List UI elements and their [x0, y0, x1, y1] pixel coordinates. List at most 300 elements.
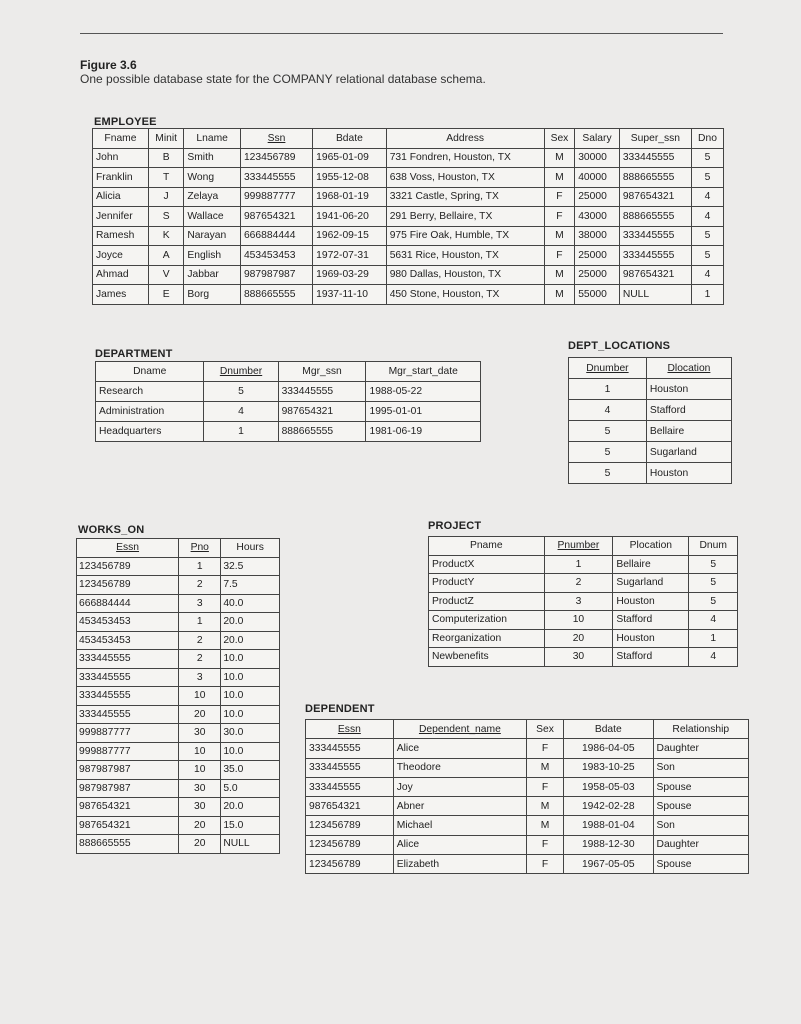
- table-cell: 10.0: [221, 742, 280, 761]
- table-cell: 38000: [575, 226, 620, 246]
- table-cell: 5: [689, 574, 738, 593]
- table-cell: E: [148, 285, 183, 305]
- column-header: Ssn: [240, 129, 312, 149]
- table-cell: 10.0: [221, 668, 280, 687]
- table-cell: 1937-11-10: [313, 285, 387, 305]
- table-cell: K: [148, 226, 183, 246]
- table-cell: 888665555: [619, 168, 691, 188]
- table-cell: John: [93, 148, 149, 168]
- table-row: [93, 285, 724, 305]
- table-cell: 123456789: [306, 835, 394, 854]
- table-cell: 888665555: [619, 207, 691, 227]
- table-cell: 1988-05-22: [366, 382, 481, 402]
- table-cell: 123456789: [240, 148, 312, 168]
- table-cell: 123456789: [77, 576, 179, 595]
- table-cell: 1965-01-09: [313, 148, 387, 168]
- table-cell: Spouse: [653, 855, 748, 874]
- table-cell: 453453453: [77, 631, 179, 650]
- table-cell: 987654321: [77, 798, 179, 817]
- table-cell: M: [544, 168, 575, 188]
- table-row: [429, 648, 738, 667]
- column-header: Dnumber: [204, 362, 278, 382]
- table-cell: 10: [179, 687, 221, 706]
- table-cell: 1969-03-29: [313, 265, 387, 285]
- table-cell: 30: [179, 798, 221, 817]
- table-cell: ProductZ: [429, 592, 545, 611]
- table-cell: Joyce: [93, 246, 149, 266]
- table-cell: 20.0: [221, 798, 280, 817]
- table-cell: Elizabeth: [393, 855, 526, 874]
- table-cell: 5: [569, 421, 647, 442]
- table-cell: Stafford: [646, 400, 731, 421]
- table-cell: Jennifer: [93, 207, 149, 227]
- project-label: PROJECT: [428, 520, 482, 532]
- table-cell: 4: [691, 207, 723, 227]
- dept-locations-label: DEPT_LOCATIONS: [568, 340, 671, 352]
- table-cell: 3: [179, 668, 221, 687]
- table-cell: NULL: [221, 835, 280, 854]
- table-row: [569, 379, 732, 400]
- column-header: Dlocation: [646, 358, 731, 379]
- table-cell: 5: [569, 463, 647, 484]
- column-header: Essn: [306, 720, 394, 739]
- works-on-table: [76, 538, 280, 854]
- table-cell: 987987987: [77, 779, 179, 798]
- table-cell: Headquarters: [96, 422, 204, 442]
- table-cell: Spouse: [653, 777, 748, 796]
- table-row: [77, 613, 280, 632]
- table-cell: 731 Fondren, Houston, TX: [386, 148, 544, 168]
- table-cell: 4: [689, 648, 738, 667]
- table-cell: 987987987: [240, 265, 312, 285]
- table-cell: 987654321: [619, 265, 691, 285]
- table-cell: 1: [691, 285, 723, 305]
- table-cell: 987987987: [77, 761, 179, 780]
- table-cell: 1981-06-19: [366, 422, 481, 442]
- table-row: [77, 631, 280, 650]
- table-row: [77, 835, 280, 854]
- column-header: Bdate: [313, 129, 387, 149]
- table-row: [77, 724, 280, 743]
- table-cell: 1972-07-31: [313, 246, 387, 266]
- table-cell: 10: [179, 742, 221, 761]
- table-cell: 30000: [575, 148, 620, 168]
- table-cell: 4: [691, 265, 723, 285]
- table-cell: 5: [569, 442, 647, 463]
- table-cell: S: [148, 207, 183, 227]
- table-row: [93, 265, 724, 285]
- table-row: [306, 797, 749, 816]
- table-row: [569, 442, 732, 463]
- header-row: [77, 539, 280, 558]
- header-row: [96, 362, 481, 382]
- table-cell: 30: [544, 648, 613, 667]
- table-cell: 20.0: [221, 613, 280, 632]
- table-cell: 333445555: [278, 382, 366, 402]
- table-row: [306, 739, 749, 758]
- table-cell: 10: [179, 761, 221, 780]
- table-cell: 10.0: [221, 705, 280, 724]
- table-cell: NULL: [619, 285, 691, 305]
- table-cell: 1955-12-08: [313, 168, 387, 188]
- table-cell: Theodore: [393, 758, 526, 777]
- top-rule: [80, 33, 723, 34]
- table-cell: Franklin: [93, 168, 149, 188]
- table-cell: Bellaire: [613, 555, 689, 574]
- table-cell: English: [184, 246, 241, 266]
- table-cell: 975 Fire Oak, Humble, TX: [386, 226, 544, 246]
- table-row: [96, 422, 481, 442]
- table-cell: 1988-01-04: [564, 816, 653, 835]
- table-row: [569, 421, 732, 442]
- table-cell: Spouse: [653, 797, 748, 816]
- table-cell: 3: [544, 592, 613, 611]
- table-cell: M: [526, 758, 563, 777]
- column-header: Mgr_start_date: [366, 362, 481, 382]
- table-cell: 1: [179, 613, 221, 632]
- employee-label: EMPLOYEE: [94, 116, 157, 128]
- table-cell: 5.0: [221, 779, 280, 798]
- table-cell: 333445555: [306, 777, 394, 796]
- table-cell: 4: [204, 402, 278, 422]
- table-cell: 55000: [575, 285, 620, 305]
- table-cell: 999887777: [77, 742, 179, 761]
- table-row: [77, 557, 280, 576]
- table-cell: F: [526, 855, 563, 874]
- table-cell: 4: [569, 400, 647, 421]
- table-cell: 1958-05-03: [564, 777, 653, 796]
- table-row: [93, 148, 724, 168]
- table-cell: Ahmad: [93, 265, 149, 285]
- table-row: [429, 555, 738, 574]
- table-row: [569, 400, 732, 421]
- column-header: Dno: [691, 129, 723, 149]
- table-cell: Joy: [393, 777, 526, 796]
- table-cell: Michael: [393, 816, 526, 835]
- table-cell: B: [148, 148, 183, 168]
- table-cell: 10.0: [221, 650, 280, 669]
- table-cell: 123456789: [306, 816, 394, 835]
- table-cell: 20: [179, 835, 221, 854]
- table-cell: 30: [179, 724, 221, 743]
- column-header: Dnum: [689, 537, 738, 556]
- table-cell: 999887777: [240, 187, 312, 207]
- column-header: Salary: [575, 129, 620, 149]
- column-header: Pno: [179, 539, 221, 558]
- table-cell: 1941-06-20: [313, 207, 387, 227]
- table-cell: 666884444: [77, 594, 179, 613]
- column-header: Pnumber: [544, 537, 613, 556]
- table-row: [429, 611, 738, 630]
- table-cell: 980 Dallas, Houston, TX: [386, 265, 544, 285]
- table-cell: 4: [689, 611, 738, 630]
- header-row: [93, 129, 724, 149]
- header-row: [569, 358, 732, 379]
- table-row: [96, 402, 481, 422]
- table-cell: Research: [96, 382, 204, 402]
- table-cell: ProductX: [429, 555, 545, 574]
- table-cell: 333445555: [619, 226, 691, 246]
- table-cell: J: [148, 187, 183, 207]
- table-cell: 20: [179, 816, 221, 835]
- table-cell: Daughter: [653, 739, 748, 758]
- table-cell: 999887777: [77, 724, 179, 743]
- table-row: [306, 758, 749, 777]
- table-cell: Son: [653, 816, 748, 835]
- column-header: Sex: [526, 720, 563, 739]
- table-row: [96, 382, 481, 402]
- column-header: Lname: [184, 129, 241, 149]
- table-cell: 20: [544, 629, 613, 648]
- column-header: Sex: [544, 129, 575, 149]
- table-cell: M: [544, 265, 575, 285]
- table-cell: 453453453: [240, 246, 312, 266]
- table-cell: Alice: [393, 835, 526, 854]
- table-row: [306, 777, 749, 796]
- table-cell: 40000: [575, 168, 620, 188]
- table-cell: 453453453: [77, 613, 179, 632]
- table-cell: Stafford: [613, 611, 689, 630]
- column-header: Bdate: [564, 720, 653, 739]
- column-header: Hours: [221, 539, 280, 558]
- table-cell: Zelaya: [184, 187, 241, 207]
- table-cell: 32.5: [221, 557, 280, 576]
- table-cell: Stafford: [613, 648, 689, 667]
- table-cell: 2: [179, 650, 221, 669]
- table-cell: Sugarland: [646, 442, 731, 463]
- table-row: [306, 835, 749, 854]
- table-cell: 25000: [575, 265, 620, 285]
- table-cell: 2: [179, 576, 221, 595]
- table-cell: 25000: [575, 246, 620, 266]
- department-label: DEPARTMENT: [95, 348, 173, 360]
- table-cell: 7.5: [221, 576, 280, 595]
- table-cell: Narayan: [184, 226, 241, 246]
- table-cell: 333445555: [77, 705, 179, 724]
- table-cell: 987654321: [306, 797, 394, 816]
- table-cell: 2: [544, 574, 613, 593]
- table-cell: ProductY: [429, 574, 545, 593]
- column-header: Mgr_ssn: [278, 362, 366, 382]
- table-cell: 888665555: [278, 422, 366, 442]
- table-cell: 333445555: [240, 168, 312, 188]
- table-cell: Abner: [393, 797, 526, 816]
- table-cell: 888665555: [77, 835, 179, 854]
- table-row: [93, 187, 724, 207]
- table-row: [93, 168, 724, 188]
- table-cell: M: [544, 226, 575, 246]
- table-cell: 1988-12-30: [564, 835, 653, 854]
- header-row: [429, 537, 738, 556]
- table-cell: F: [544, 207, 575, 227]
- table-cell: 638 Voss, Houston, TX: [386, 168, 544, 188]
- table-cell: 987654321: [619, 187, 691, 207]
- table-cell: Wallace: [184, 207, 241, 227]
- table-cell: 10: [544, 611, 613, 630]
- table-cell: F: [526, 835, 563, 854]
- table-cell: 333445555: [77, 650, 179, 669]
- table-cell: 5: [691, 148, 723, 168]
- table-cell: 333445555: [619, 148, 691, 168]
- table-cell: 333445555: [77, 687, 179, 706]
- column-header: Fname: [93, 129, 149, 149]
- table-cell: Reorganization: [429, 629, 545, 648]
- table-cell: Alicia: [93, 187, 149, 207]
- table-row: [77, 650, 280, 669]
- table-cell: 1: [544, 555, 613, 574]
- project-table: [428, 536, 738, 667]
- table-cell: 40.0: [221, 594, 280, 613]
- table-cell: 123456789: [77, 557, 179, 576]
- table-cell: Computerization: [429, 611, 545, 630]
- column-header: Address: [386, 129, 544, 149]
- table-cell: F: [544, 246, 575, 266]
- table-cell: 333445555: [306, 758, 394, 777]
- table-cell: Alice: [393, 739, 526, 758]
- table-cell: 333445555: [306, 739, 394, 758]
- table-cell: Houston: [646, 379, 731, 400]
- table-cell: 888665555: [240, 285, 312, 305]
- table-cell: James: [93, 285, 149, 305]
- table-cell: 43000: [575, 207, 620, 227]
- table-row: [93, 246, 724, 266]
- table-row: [93, 207, 724, 227]
- table-row: [77, 576, 280, 595]
- table-cell: Daughter: [653, 835, 748, 854]
- table-cell: Houston: [613, 629, 689, 648]
- column-header: Dname: [96, 362, 204, 382]
- dept-locations-table: [568, 357, 732, 484]
- department-table: [95, 361, 481, 442]
- table-cell: 20.0: [221, 631, 280, 650]
- table-cell: 1: [179, 557, 221, 576]
- table-cell: 1995-01-01: [366, 402, 481, 422]
- column-header: Dnumber: [569, 358, 647, 379]
- table-cell: F: [544, 187, 575, 207]
- table-cell: M: [526, 797, 563, 816]
- column-header: Plocation: [613, 537, 689, 556]
- table-cell: 20: [179, 705, 221, 724]
- table-cell: M: [526, 816, 563, 835]
- table-cell: 123456789: [306, 855, 394, 874]
- table-cell: 1986-04-05: [564, 739, 653, 758]
- table-row: [77, 594, 280, 613]
- header-row: [306, 720, 749, 739]
- table-cell: T: [148, 168, 183, 188]
- table-cell: F: [526, 739, 563, 758]
- table-cell: 30: [179, 779, 221, 798]
- table-cell: M: [544, 285, 575, 305]
- table-cell: 987654321: [240, 207, 312, 227]
- figure-title: Figure 3.6: [80, 58, 137, 72]
- table-cell: V: [148, 265, 183, 285]
- works-on-label: WORKS_ON: [78, 524, 145, 536]
- column-header: Pname: [429, 537, 545, 556]
- table-cell: 987654321: [77, 816, 179, 835]
- column-header: Essn: [77, 539, 179, 558]
- table-row: [306, 816, 749, 835]
- table-cell: Administration: [96, 402, 204, 422]
- table-cell: Bellaire: [646, 421, 731, 442]
- table-cell: 1: [204, 422, 278, 442]
- table-cell: M: [544, 148, 575, 168]
- table-cell: 5631 Rice, Houston, TX: [386, 246, 544, 266]
- table-row: [77, 761, 280, 780]
- table-cell: 1967-05-05: [564, 855, 653, 874]
- table-cell: Houston: [613, 592, 689, 611]
- table-row: [77, 668, 280, 687]
- table-row: [77, 705, 280, 724]
- table-row: [429, 592, 738, 611]
- table-cell: 35.0: [221, 761, 280, 780]
- table-cell: Ramesh: [93, 226, 149, 246]
- table-cell: 15.0: [221, 816, 280, 835]
- table-cell: 333445555: [619, 246, 691, 266]
- table-cell: 1: [569, 379, 647, 400]
- table-cell: 5: [691, 168, 723, 188]
- column-header: Minit: [148, 129, 183, 149]
- table-cell: 10.0: [221, 687, 280, 706]
- table-cell: 2: [179, 631, 221, 650]
- table-cell: 1: [689, 629, 738, 648]
- table-cell: Son: [653, 758, 748, 777]
- table-cell: 1968-01-19: [313, 187, 387, 207]
- table-row: [306, 855, 749, 874]
- table-cell: Houston: [646, 463, 731, 484]
- table-row: [569, 463, 732, 484]
- table-cell: F: [526, 777, 563, 796]
- table-cell: 3: [179, 594, 221, 613]
- column-header: Relationship: [653, 720, 748, 739]
- table-cell: 666884444: [240, 226, 312, 246]
- table-cell: 5: [689, 592, 738, 611]
- employee-table: [92, 128, 724, 305]
- table-row: [77, 742, 280, 761]
- table-cell: 3321 Castle, Spring, TX: [386, 187, 544, 207]
- table-cell: 25000: [575, 187, 620, 207]
- table-cell: 5: [689, 555, 738, 574]
- table-cell: 5: [204, 382, 278, 402]
- table-cell: 1962-09-15: [313, 226, 387, 246]
- table-row: [93, 226, 724, 246]
- table-cell: 333445555: [77, 668, 179, 687]
- column-header: Super_ssn: [619, 129, 691, 149]
- table-row: [77, 779, 280, 798]
- table-cell: 291 Berry, Bellaire, TX: [386, 207, 544, 227]
- table-cell: 987654321: [278, 402, 366, 422]
- figure-subtitle: One possible database state for the COMPANY relational database schema.: [80, 72, 486, 86]
- table-cell: A: [148, 246, 183, 266]
- table-cell: 30.0: [221, 724, 280, 743]
- table-cell: Smith: [184, 148, 241, 168]
- table-cell: Wong: [184, 168, 241, 188]
- table-row: [77, 798, 280, 817]
- dependent-table: [305, 719, 749, 874]
- table-row: [429, 629, 738, 648]
- table-cell: Jabbar: [184, 265, 241, 285]
- table-cell: 5: [691, 246, 723, 266]
- table-row: [77, 816, 280, 835]
- dependent-label: DEPENDENT: [305, 703, 375, 715]
- table-cell: Sugarland: [613, 574, 689, 593]
- table-cell: 4: [691, 187, 723, 207]
- table-cell: 1983-10-25: [564, 758, 653, 777]
- table-cell: 450 Stone, Houston, TX: [386, 285, 544, 305]
- table-cell: 1942-02-28: [564, 797, 653, 816]
- column-header: Dependent_name: [393, 720, 526, 739]
- table-cell: 5: [691, 226, 723, 246]
- table-row: [429, 574, 738, 593]
